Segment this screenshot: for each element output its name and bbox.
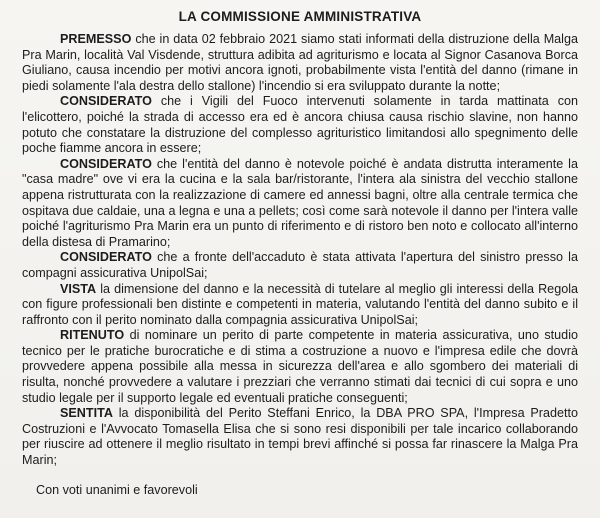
paragraph-text: che i Vigili del Fuoco intervenuti solamente in tarda mattinata con l'elicottero, poiché la strada di accesso era ed è ancora chiusa causa rischio slavine, non hanno potuto che constatare la distruzione del complesso agrituristico limitandosi allo spegnimento delle poche fiamme ancora in essere; [22, 94, 578, 156]
paragraph-text: che a fronte dell'accaduto è stata attivata l'apertura del sinistro presso la compagni assicurativa UnipolSai; [22, 250, 578, 280]
paragraph-considerato-2 [22, 157, 578, 251]
paragraph-sentita [22, 406, 578, 468]
paragraph-text: la dimensione del danno e la necessità di tutelare al meglio gli interessi della Regola con figure professionali ben distinte e competenti in materia, valutando l'entità del danno subito e il raffronto con il perito nominato dalla compagnia assicurativa UnipolSai; [22, 281, 578, 327]
paragraph-text: che in data 02 febbraio 2021 siamo stati informati della distruzione della Malga Pra Marin, località Val Visdende, struttura adibita ad agriturismo e locata al Signor Casanova Borca Giuliano, causa incendio per motivi ancora ignoti, probabilmente vista l'entità del danno (rimane in piedi solamente l'ala destra dello stallone) l'incendio si era sviluppato durante la notte; [22, 32, 578, 93]
paragraph-keyword: CONSIDERATO [60, 156, 152, 171]
paragraph-keyword: CONSIDERATO [60, 94, 152, 109]
paragraph-vista [22, 282, 578, 329]
paragraph-ritenuto [22, 328, 578, 406]
closing-statement: Con voti unanimi e favorevoli [36, 482, 198, 497]
paragraph-keyword: RITENUTO [60, 328, 125, 343]
document-title: LA COMMISSIONE AMMINISTRATIVA [178, 9, 422, 24]
paragraph-keyword: SENTITA [60, 406, 113, 421]
paragraph-text: di nominare un perito di parte competente in materia assicurativa, uno studio tecnico per le pratiche burocratiche e di stima a costruzione a nuovo e l'impresa edile che dovrà provvedere appena possibile alla messa in sicurezza dell'area e allo sgombero dei materiali di risulta, nonché provvedere a valutare i prezziari che verranno stimati dai tecnici di cui sopra e uno studio legale per il supporto legale ed eventuali pratiche conseguenti; [22, 328, 578, 405]
paragraph-text: che l'entità del danno è notevole poiché è andata distrutta interamente la "casa madre" ove vi era la cucina e la sala bar/ristorante, l'intera ala sinistra del vecchio stallone appena ristrutturata con la realizzazione di camere ed annessi bagni, oltre alla centrale termica che ospitava due caldaie, una a legna e una a pellets; così come sarà notevole il danno per l'intera valle poiché l'agriturismo Pra Marin era un punto di riferimento e di ristoro ben noto e collocato all'interno della distesa di Pramarino; [22, 156, 578, 249]
paragraph-keyword: VISTA [60, 281, 97, 296]
paragraph-keyword: CONSIDERATO [60, 250, 152, 265]
paragraph-text: la disponibilità del Perito Steffani Enrico, la DBA PRO SPA, l'Impresa Pradetto Costruzioni e l'Avvocato Tomasella Elisa che si sono resi disponibili per tale incarico collaborando per riuscire ad ottenere il meglio risultato in tempi brevi affinché si possa far rinascere la Malga Pra Marin; [22, 406, 578, 468]
paragraph-keyword: PREMESSO [60, 32, 132, 46]
paragraph-considerato-1 [22, 94, 578, 156]
paragraph-considerato-3 [22, 250, 578, 281]
paragraph-premesso [22, 32, 578, 94]
